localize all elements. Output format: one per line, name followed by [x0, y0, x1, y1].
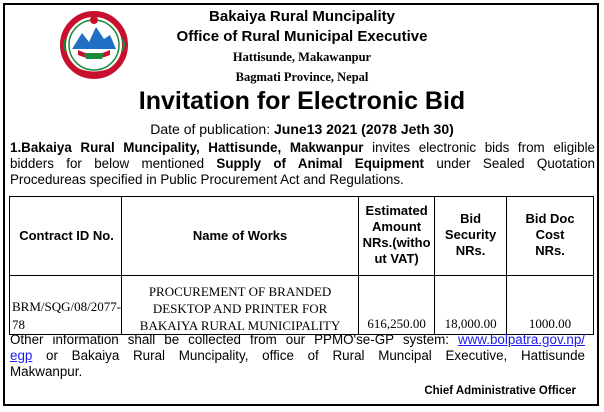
address-line-1: Hattisunde, Makawanpur	[232, 50, 372, 64]
bid-doc-cost-cell: 1000.00	[507, 276, 594, 335]
municipality-name: Bakaiya Rural Muncipality	[209, 8, 395, 25]
intro-line-2	[10, 156, 595, 172]
table-row	[10, 276, 594, 335]
intro-line-1-rest: invites electronic bids from eligible	[363, 140, 596, 155]
publication-date-value: June13 2021 (2078 Jeth 30)	[273, 121, 454, 137]
work-name-line-3: BAKAIYA RURAL MUNICIPALITY	[139, 318, 341, 333]
header-security-line-1: Bid	[460, 211, 482, 226]
contract-id-line-2: 78	[12, 317, 25, 332]
header-amount-line-1: Estimated	[365, 203, 428, 218]
other-information	[10, 332, 585, 380]
header-amount-line-4: ut VAT)	[374, 251, 419, 266]
other-line-3: Makwanpur.	[10, 364, 83, 379]
intro-lead: 1.Bakaiya Rural Muncipality, Hattisunde, Makwanpur	[10, 140, 364, 155]
other-line-1-text: Other information shall be collected from our PPMO'se-GP system:	[10, 332, 458, 347]
header-contract-id: Contract ID No.	[10, 197, 122, 276]
header-security-line-2: Security	[444, 227, 497, 242]
intro-line-3: Procedureas specified in Public Procurement Act and Regulations.	[10, 172, 404, 187]
header-cost-line-3: NRs.	[535, 243, 565, 258]
egp-link-part-2[interactable]: egp	[10, 348, 33, 363]
header-estimated-amount	[359, 197, 435, 276]
intro-line-2-start: bidders for below mentioned	[10, 156, 217, 171]
bid-table	[9, 196, 594, 335]
intro-line-2-end: under Sealed Quotation	[423, 156, 595, 171]
publication-date-label: Date of publication:	[150, 121, 274, 137]
intro-paragraph	[10, 140, 595, 188]
header-security-line-3: NRs.	[455, 243, 486, 258]
signature-title: Chief Administrative Officer	[424, 385, 576, 397]
notice-title: Invitation for Electronic Bid	[138, 87, 466, 115]
other-line-2-text: or Bakaiya Rural Muncipality, office of Rural Muncipal Executive, Hattisunde	[32, 348, 585, 363]
other-line-1	[10, 332, 585, 348]
intro-line-1	[10, 140, 595, 156]
publication-date	[0, 121, 604, 137]
contract-id-cell	[10, 276, 122, 335]
header-bid-doc-cost	[507, 197, 594, 276]
header-cost-line-2: Cost	[535, 227, 565, 242]
header-bid-security	[435, 197, 507, 276]
header-amount-line-3: NRs.(witho	[362, 235, 431, 250]
bid-security-cell: 18,000.00	[435, 276, 507, 335]
egp-link-part-1[interactable]: www.bolpatra.gov.np/	[457, 332, 585, 347]
supply-item: Supply of Animal Equipment	[216, 156, 424, 171]
header-amount-line-2: Amount	[372, 219, 422, 234]
work-name-cell	[122, 276, 359, 335]
header-name-of-works: Name of Works	[122, 197, 359, 276]
other-line-2	[10, 348, 585, 364]
work-name-line-2: DESKTOP AND PRINTER FOR	[152, 301, 328, 316]
estimated-amount-cell: 616,250.00	[359, 276, 435, 335]
work-name-line-1: PROCUREMENT OF BRANDED	[148, 284, 332, 299]
table-header-row	[10, 197, 594, 276]
address-line-2: Bagmati Province, Nepal	[235, 70, 369, 84]
office-name: Office of Rural Municipal Executive	[176, 28, 428, 45]
contract-id-line-1: BRM/SQG/08/2077-	[12, 299, 122, 314]
header-cost-line-1: Bid Doc	[525, 211, 575, 226]
